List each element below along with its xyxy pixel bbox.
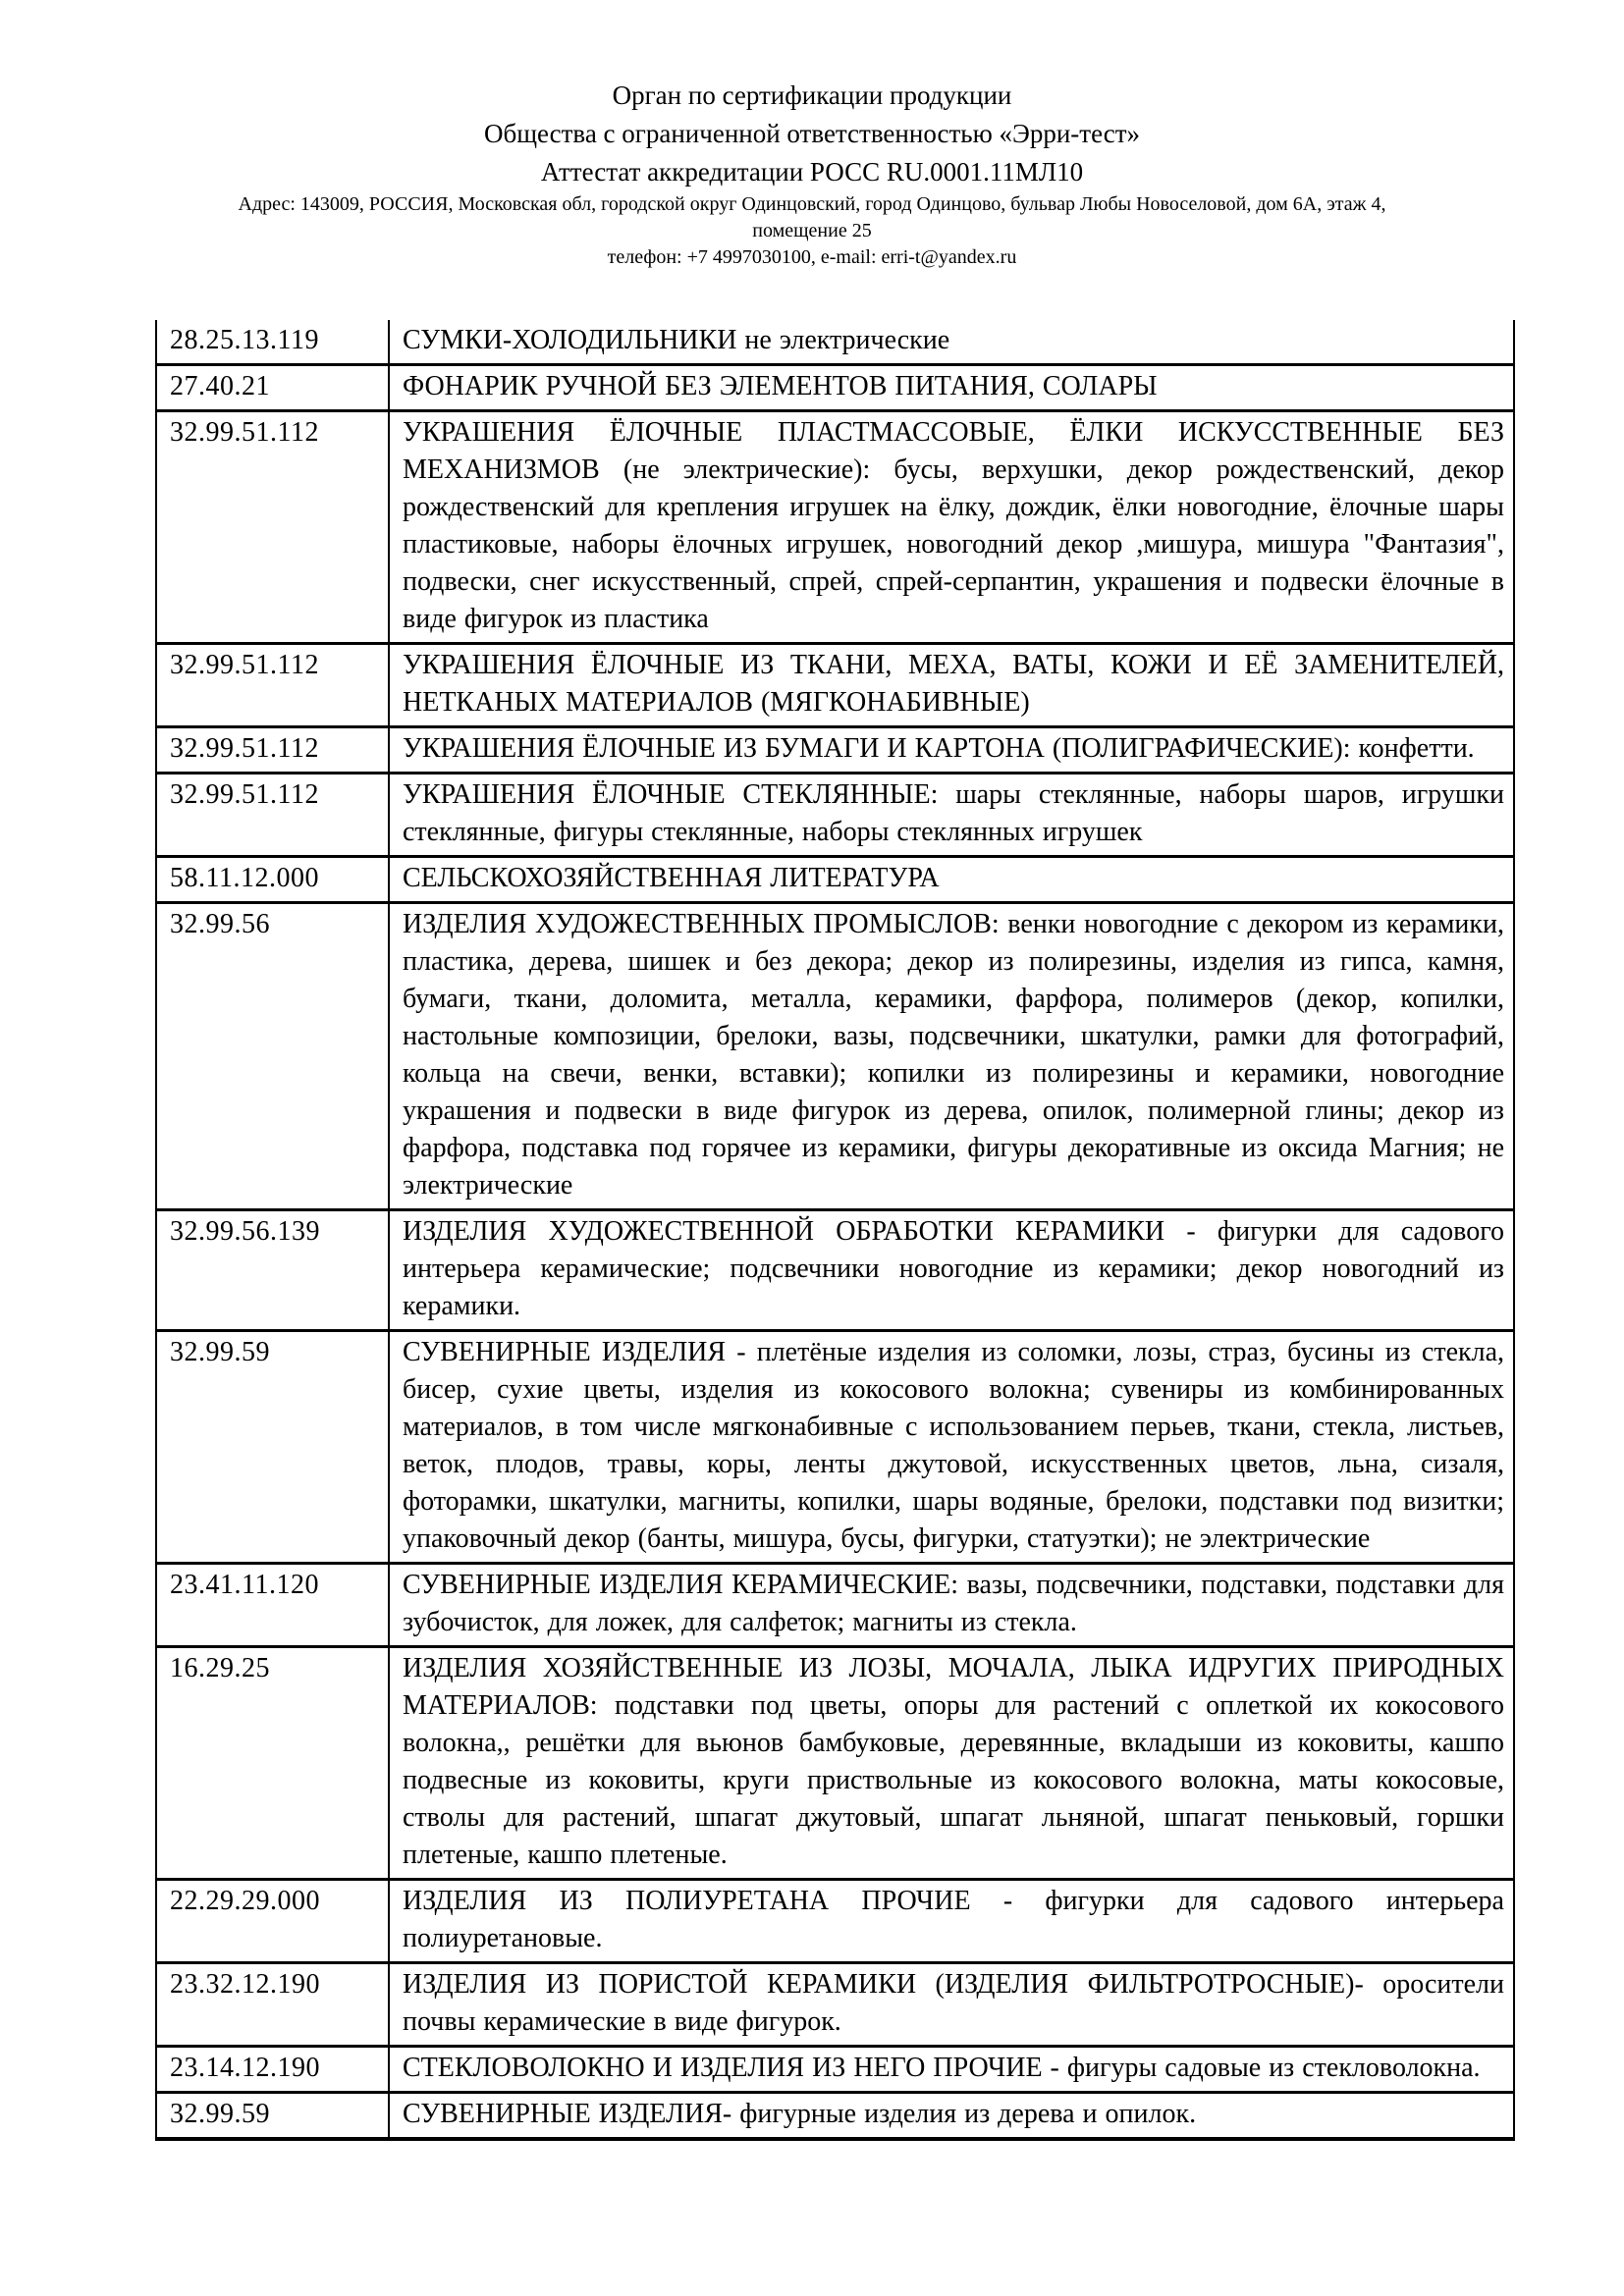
product-code-cell: 27.40.21	[156, 365, 389, 411]
table-row	[156, 1210, 1514, 1331]
product-description-cell: ФОНАРИК РУЧНОЙ БЕЗ ЭЛЕМЕНТОВ ПИТАНИЯ, СОЛАРЫ	[389, 365, 1514, 411]
product-description-cell: ИЗДЕЛИЯ ХОЗЯЙСТВЕННЫЕ ИЗ ЛОЗЫ, МОЧАЛА, ЛЫКА ИДРУГИХ ПРИРОДНЫХ МАТЕРИАЛОВ: подставки под цветы, опоры для растений с оплеткой их кокосового волокна,, решётки для вьюнов бамбуковые, деревянные, вкладыши из коковиты, кашпо подвесные из коковиты, круги приствольные из кокосового волокна, маты кокосовые, стволы для растений, шпагат джутовый, шпагат льняной, шпагат пеньковый, горшки плетеные, кашпо плетеные.	[389, 1647, 1514, 1880]
product-description-cell: УКРАШЕНИЯ ЁЛОЧНЫЕ ПЛАСТМАССОВЫЕ, ЁЛКИ ИСКУССТВЕННЫЕ БЕЗ МЕХАНИЗМОВ (не электрические): бусы, верхушки, декор рождественский, декор рождественский для крепления игрушек на ёлку, дождик, ёлки новогодние, ёлочные шары пластиковые, наборы ёлочных игрушек, новогодний декор ,мишура, мишура "Фантазия", подвески, снег искусственный, спрей, спрей-серпантин, украшения и подвески ёлочные в виде фигурок из пластика	[389, 411, 1514, 644]
product-description-cell: УКРАШЕНИЯ ЁЛОЧНЫЕ ИЗ БУМАГИ И КАРТОНА (ПОЛИГРАФИЧЕСКИЕ): конфетти.	[389, 727, 1514, 774]
product-code-cell: 32.99.51.112	[156, 774, 389, 857]
address-line-1: Адрес: 143009, РОССИЯ, Московская обл, городской округ Одинцовский, город Одинцово, бульвар Любы Новоселовой, дом 6А, этаж 4,	[238, 193, 1386, 215]
product-code-cell: 32.99.56	[156, 903, 389, 1210]
product-description-cell: ИЗДЕЛИЯ ИЗ ПОРИСТОЙ КЕРАМИКИ (ИЗДЕЛИЯ ФИЛЬТРОТРОСНЫЕ)- оросители почвы керамические в виде фигурок.	[389, 1963, 1514, 2047]
product-code-cell: 32.99.59	[156, 2093, 389, 2140]
table-row	[156, 2093, 1514, 2140]
table-row	[156, 644, 1514, 727]
product-code-cell: 58.11.12.000	[156, 857, 389, 903]
org-name: Общества с ограниченной ответственностью «Эрри-тест»	[483, 119, 1141, 148]
product-description-cell: ИЗДЕЛИЯ ХУДОЖЕСТВЕННЫХ ПРОМЫСЛОВ: венки новогодние с декором из керамики, пластика, дерева, шишек и без декора; декор из полирезины, изделия из гипса, камня, бумаги, ткани, доломита, металла, керамики, фарфора, полимеров (декор, копилки, настольные композиции, брелоки, вазы, подсвечники, шкатулки, рамки для фотографий, кольца на свечи, венки, вставки); копилки из полирезины и керамики, новогодние украшения и подвески в виде фигурок из дерева, опилок, полимерной глины; декор из фарфора, подставка под горячее из керамики, фигуры декоративные из оксида Магния; не электрические	[389, 903, 1514, 1210]
product-description-cell: ИЗДЕЛИЯ ИЗ ПОЛИУРЕТАНА ПРОЧИЕ - фигурки для садового интерьера полиуретановые.	[389, 1880, 1514, 1963]
certification-products-table	[155, 320, 1515, 2141]
table-row	[156, 1331, 1514, 1564]
product-description-cell: СЕЛЬСКОХОЗЯЙСТВЕННАЯ ЛИТЕРАТУРА	[389, 857, 1514, 903]
product-code-cell: 32.99.51.112	[156, 727, 389, 774]
table-row	[156, 365, 1514, 411]
table-body	[156, 320, 1514, 2139]
contact-line: телефон: +7 4997030100, e-mail: erri-t@yandex.ru	[607, 246, 1017, 268]
table-row	[156, 2047, 1514, 2093]
product-description-cell: СУВЕНИРНЫЕ ИЗДЕЛИЯ - плетёные изделия из соломки, лозы, страз, бусины из стекла, бисер, сухие цветы, изделия из кокосового волокна; сувениры из комбинированных материалов, в том числе мягконабивные с использованием перьев, ткани, стекла, листьев, веток, плодов, травы, коры, ленты джутовой, искусственных цветов, льна, сизаля, фоторамки, шкатулки, магниты, копилки, шары водяные, брелоки, подставки под визитки; упаковочный декор (банты, мишура, бусы, фигурки, статуэтки); не электрические	[389, 1331, 1514, 1564]
product-code-cell: 23.14.12.190	[156, 2047, 389, 2093]
table-row	[156, 1963, 1514, 2047]
product-description-cell: ИЗДЕЛИЯ ХУДОЖЕСТВЕННОЙ ОБРАБОТКИ КЕРАМИКИ - фигурки для садового интерьера керамические; подсвечники новогодние из керамики; декор новогодний из керамики.	[389, 1210, 1514, 1331]
product-code-cell: 28.25.13.119	[156, 320, 389, 365]
product-code-cell: 23.32.12.190	[156, 1963, 389, 2047]
product-code-cell: 23.41.11.120	[156, 1564, 389, 1647]
product-description-cell: СТЕКЛОВОЛОКНО И ИЗДЕЛИЯ ИЗ НЕГО ПРОЧИЕ - фигуры садовые из стекловолокна.	[389, 2047, 1514, 2093]
table-row	[156, 1564, 1514, 1647]
table-row	[156, 903, 1514, 1210]
product-code-cell: 16.29.25	[156, 1647, 389, 1880]
table-row	[156, 1880, 1514, 1963]
product-code-cell: 32.99.59	[156, 1331, 389, 1564]
document-header	[0, 0, 1624, 271]
product-description-cell: УКРАШЕНИЯ ЁЛОЧНЫЕ ИЗ ТКАНИ, МЕХА, ВАТЫ, КОЖИ И ЕЁ ЗАМЕНИТЕЛЕЙ, НЕТКАНЫХ МАТЕРИАЛОВ (МЯГКОНАБИВНЫЕ)	[389, 644, 1514, 727]
table-row	[156, 1647, 1514, 1880]
product-code-cell: 32.99.56.139	[156, 1210, 389, 1331]
table-row	[156, 320, 1514, 365]
product-description-cell: СУМКИ-ХОЛОДИЛЬНИКИ не электрические	[389, 320, 1514, 365]
table-row	[156, 857, 1514, 903]
table-row	[156, 774, 1514, 857]
address-line-2: помещение 25	[752, 220, 872, 241]
table-row	[156, 411, 1514, 644]
product-code-cell: 32.99.51.112	[156, 644, 389, 727]
product-code-cell: 22.29.29.000	[156, 1880, 389, 1963]
product-description-cell: СУВЕНИРНЫЕ ИЗДЕЛИЯ КЕРАМИЧЕСКИЕ: вазы, подсвечники, подставки, подставки для зубочисток, для ложек, для салфеток; магниты из стекла.	[389, 1564, 1514, 1647]
product-description-cell: СУВЕНИРНЫЕ ИЗДЕЛИЯ- фигурные изделия из дерева и опилок.	[389, 2093, 1514, 2140]
product-code-cell: 32.99.51.112	[156, 411, 389, 644]
accreditation-number: Аттестат аккредитации РОСС RU.0001.11МЛ10	[540, 157, 1084, 187]
table-row	[156, 727, 1514, 774]
product-description-cell: УКРАШЕНИЯ ЁЛОЧНЫЕ СТЕКЛЯННЫЕ: шары стеклянные, наборы шаров, игрушки стеклянные, фигуры стеклянные, наборы стеклянных игрушек	[389, 774, 1514, 857]
org-title: Орган по сертификации продукции	[612, 80, 1012, 110]
